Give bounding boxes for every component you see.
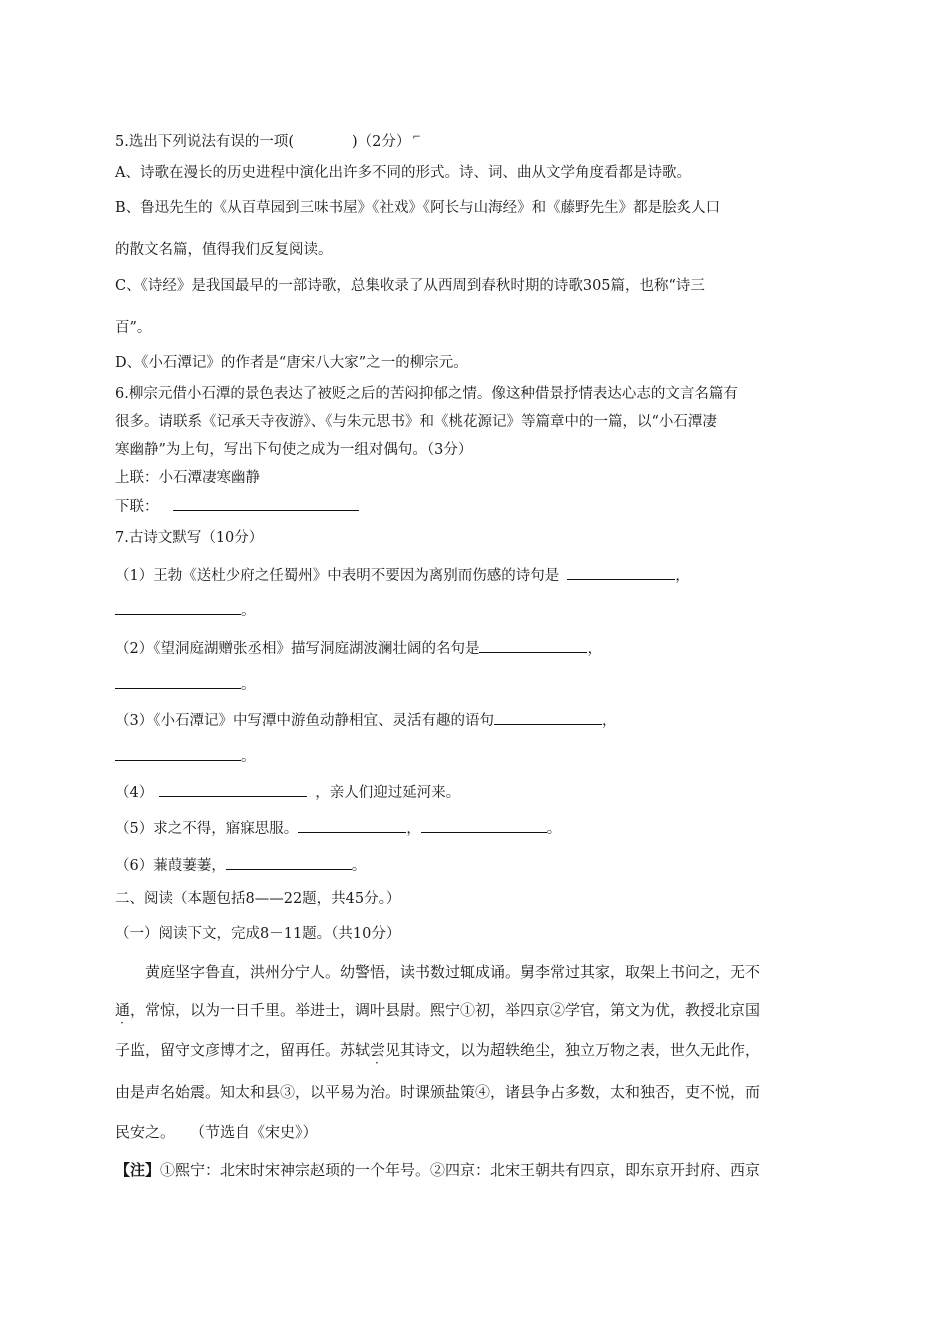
passage-line1: 黄庭坚字鲁直，洪州分宁人。幼警悟，读书数过辄成诵。舅李常过其家，取架上书问之，无不: [145, 963, 761, 981]
q7-blank-3b[interactable]: [115, 746, 241, 761]
q6-line1: 6.柳宗元借小石潭的景色表达了被贬之后的苦闷抑郁之情。像这种借景抒情表达心志的文言名篇有: [115, 386, 738, 402]
q5-option-d: D、《小石潭记》的作者是“唐宋八大家”之一的柳宗元。: [115, 355, 468, 371]
q7-item2: （2）《望洞庭湖赠张丞相》描写洞庭湖波澜壮阔的名句是 ，: [115, 638, 602, 659]
q5-option-c-line1: C、《诗经》是我国最早的一部诗歌，总集收录了从西周到春秋时期的诗歌305篇，也称“诗三: [115, 278, 705, 294]
q7-blank-1a[interactable]: [567, 565, 675, 580]
q6-lower-couplet: 下联：: [115, 496, 359, 517]
q7-item1-cont: 。: [115, 600, 256, 621]
q6-upper-couplet: 上联：小石潭凄寒幽静: [115, 470, 260, 486]
q7-item1: （1）王勃《送杜少府之任蜀州》中表明不要因为离别而伤感的诗句是 ，: [115, 565, 690, 586]
q5-stem: 5.选出下列说法有误的一项( )（2分） ⌐: [115, 132, 421, 150]
q7-blank-3a[interactable]: [494, 710, 602, 725]
q7-blank-1b[interactable]: [115, 600, 241, 615]
q7-blank-4[interactable]: [159, 782, 307, 797]
passage-line5: 民安之。 （节选自《宋史》）: [115, 1123, 318, 1141]
q7-blank-6[interactable]: [226, 855, 352, 870]
section2-subtitle: （一）阅读下文，完成8－11题。（共10分）: [115, 926, 401, 942]
emphasized-char-tong: 通: [115, 1001, 131, 1019]
q6-line2: 很多。请联系《记承天寺夜游》、《与朱元思书》和《桃花源记》等篇章中的一篇，以“小石潭凄: [115, 414, 717, 430]
passage-line2: 通，常惊，以为一日千里。举进士，调叶县尉。熙宁①初，举四京②学官，第文为优，教授北京国: [115, 1001, 761, 1019]
q7-blank-2a[interactable]: [479, 638, 587, 653]
q7-title: 7.古诗文默写（10分）: [115, 530, 264, 546]
q5-option-b-line2: 的散文名篇，值得我们反复阅读。: [115, 242, 333, 258]
q7-blank-2b[interactable]: [115, 674, 241, 689]
q7-item5: （5）求之不得，寤寐思服。 ， 。: [115, 818, 561, 839]
edit-mark-icon: ⌐: [412, 132, 421, 143]
emphasized-char-chang: 尝: [370, 1041, 386, 1059]
q7-blank-5b[interactable]: [421, 818, 547, 833]
q7-item6: （6）蒹葭萋萋， 。: [115, 855, 366, 876]
q5-option-c-line2: 百”。: [115, 320, 152, 336]
q7-item3: （3）《小石潭记》中写潭中游鱼动静相宜、灵活有趣的语句 ，: [115, 710, 616, 731]
annotation-note: 【注】①熙宁：北宋时宋神宗赵顼的一个年号。②四京：北宋王朝共有四京，即东京开封府、西京: [115, 1161, 761, 1179]
q6-answer-blank[interactable]: [173, 496, 359, 511]
q5-option-b-line1: B、鲁迅先生的《从百草园到三味书屋》《社戏》《阿长与山海经》和《藤野先生》都是脍炙人口: [115, 200, 721, 216]
passage-line4: 由是声名始震。知太和县③，以平易为治。时课颁盐策④，诸县争占多数，太和独否，吏不悦，而: [115, 1083, 761, 1101]
q5-option-a: A、诗歌在漫长的历史进程中演化出许多不同的形式。诗、词、曲从文学角度看都是诗歌。: [115, 165, 691, 181]
q7-item4: （4） ，亲人们迎过延河来。: [115, 782, 460, 803]
q7-blank-5a[interactable]: [298, 818, 406, 833]
q7-item3-cont: 。: [115, 746, 256, 767]
passage-line3: 子监，留守文彦博才之，留再任。苏轼尝见其诗文，以为超轶绝尘，独立万物之表，世久无此作，: [115, 1041, 761, 1059]
section2-title: 二、阅读（本题包括8——22题，共45分。）: [115, 891, 401, 907]
q6-line3: 寒幽静”为上句，写出下句使之成为一组对偶句。（3分）: [115, 442, 473, 458]
q7-item2-cont: 。: [115, 674, 256, 695]
